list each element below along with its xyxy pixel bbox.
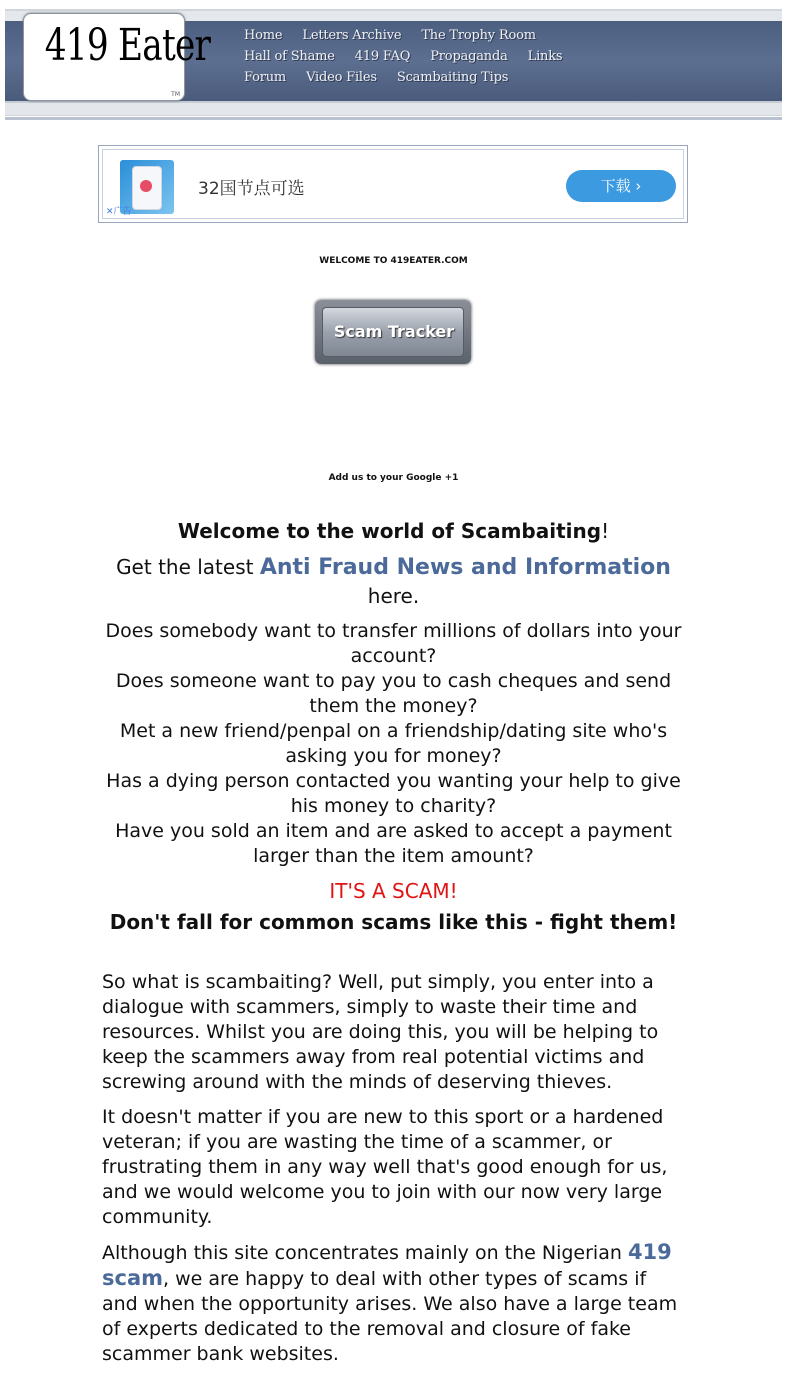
scam-tracker-label: Scam Tracker — [333, 322, 455, 341]
anti-fraud-news-link[interactable]: Anti Fraud News and Information — [259, 555, 671, 580]
nav-link-letters-archive[interactable]: Letters Archive — [302, 28, 402, 43]
question-item: Does someone want to pay you to cash cheques and send them the money? — [115, 670, 672, 717]
scam-questions — [102, 619, 685, 869]
nav-link-forum[interactable]: Forum — [244, 70, 287, 85]
ad-frame — [102, 149, 684, 219]
nav-link-hall-of-shame[interactable]: Hall of Shame — [244, 49, 335, 64]
site-header — [5, 9, 782, 120]
nav-row-1 — [244, 25, 604, 46]
nav-row-2 — [244, 46, 604, 67]
fight-them-heading: Don't fall for common scams like this - fight them! — [109, 910, 678, 934]
site-logo[interactable] — [23, 13, 211, 101]
question-item: Met a new friend/penpal on a friendship/dating site who's asking you for money? — [119, 720, 668, 767]
record-dot-icon — [140, 180, 152, 192]
nav-link-propaganda[interactable]: Propaganda — [430, 49, 508, 64]
ad-text[interactable]: 32国节点可选 — [198, 179, 305, 199]
welcome-heading: WELCOME TO 419EATER.COM — [319, 256, 468, 266]
ad-close-label[interactable]: ✕广告 — [106, 207, 132, 217]
419-scam-link[interactable]: 419 scam — [102, 1240, 672, 1290]
logo-trademark: TM — [171, 91, 180, 98]
nav-link-video-files[interactable]: Video Files — [306, 70, 377, 85]
intro-heading — [102, 516, 685, 546]
nav-link-home[interactable]: Home — [244, 28, 283, 43]
paragraph-new-or-veteran: It doesn't matter if you are new to this sport or a hardened veteran; if you are wasting the time of a scammer, or frustrating them in any way well that's good enough for us, and we would welcome you to join with our now very large community. — [102, 1106, 668, 1228]
nav-link-scambaiting-tips[interactable]: Scambaiting Tips — [396, 70, 509, 85]
paragraph-what-is: So what is scambaiting? Well, put simply, you enter into a dialogue with scammers, simply to waste their time and resources. Whilst you are doing this, you will be helping to keep the scammers away from real potential victims and screwing around with the minds of deserving thieves. — [102, 971, 659, 1093]
google-plus-text: Add us to your Google +1 — [328, 473, 459, 483]
paragraph-nigerian-scam — [102, 1240, 685, 1367]
nav-link-links[interactable]: Links — [527, 49, 563, 64]
nav-link-419-faq[interactable]: 419 FAQ — [354, 49, 411, 64]
nav-link-trophy-room[interactable]: The Trophy Room — [421, 28, 536, 43]
question-item: Does somebody want to transfer millions of dollars into your account? — [105, 620, 682, 667]
header-bottom-strip — [5, 101, 782, 116]
main-nav — [244, 25, 604, 88]
question-item: Have you sold an item and are asked to accept a payment larger than the item amount? — [115, 820, 672, 867]
scam-warning: IT'S A SCAM! — [329, 879, 458, 903]
latest-suffix: here. — [367, 584, 420, 608]
main-content — [102, 516, 685, 1367]
ad-download-button[interactable]: 下载 › — [566, 170, 676, 202]
latest-news-line — [102, 553, 685, 610]
question-item: Has a dying person contacted you wanting your help to give his money to charity? — [106, 770, 681, 817]
ad-banner[interactable] — [98, 145, 688, 223]
latest-prefix: Get the latest — [116, 555, 260, 579]
p3-prefix: Although this site concentrates mainly on the Nigerian — [102, 1242, 628, 1264]
scam-tracker-face — [322, 307, 464, 357]
intro-heading-text: Welcome to the world of Scambaiting — [177, 519, 602, 543]
nav-row-3 — [244, 67, 604, 88]
p3-suffix: , we are happy to deal with other types of scams if and when the opportunity arises. We also have a large team of experts dedicated to the removal and closure of fake scammer bank websites. — [102, 1268, 678, 1365]
scam-tracker-button[interactable] — [315, 300, 471, 364]
intro-heading-exclaim: ! — [601, 519, 610, 543]
logo-text: 419 Eater — [44, 20, 211, 71]
